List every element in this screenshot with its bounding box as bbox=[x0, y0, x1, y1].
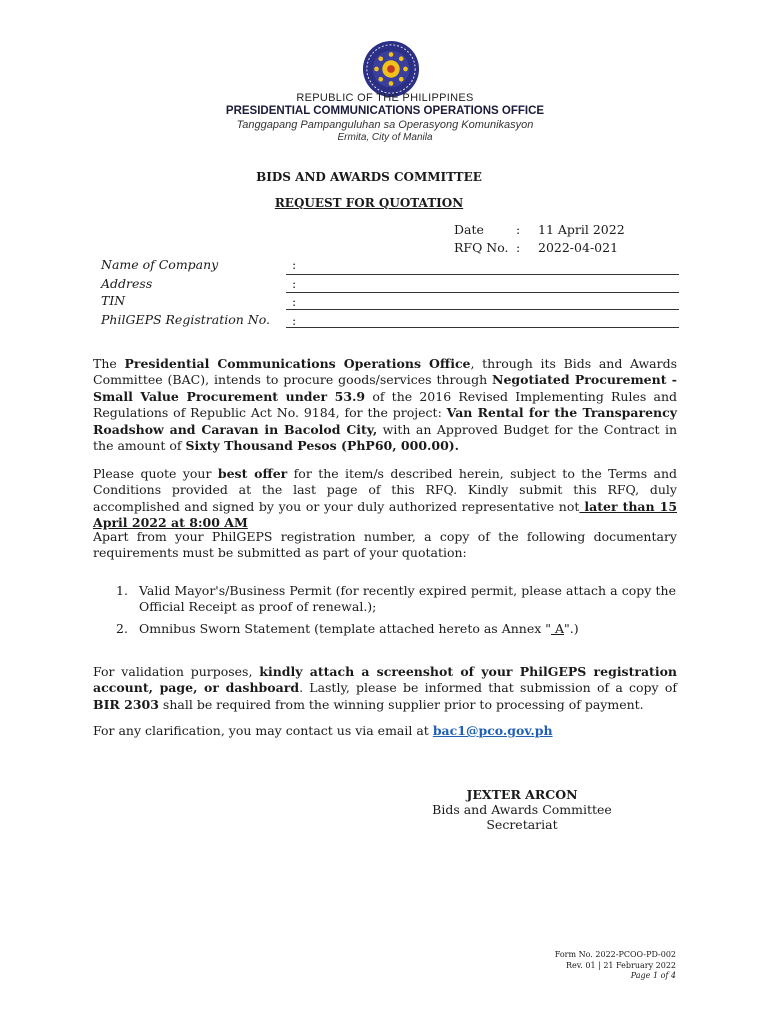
signer-position: Bids and Awards Committee Secretariat bbox=[432, 802, 612, 832]
list-item-text: Valid Mayor's/Business Permit (for recently expired permit, please attach a copy the Official Receipt as proof of renewal.); bbox=[139, 583, 676, 615]
annex-letter: A bbox=[551, 621, 565, 636]
p2-text-c: for the item/s described herein, subject to the Terms and Conditions provided at the last page of this RFQ. Kindly submit this RFQ, duly accomplished and signed by you or your duly authorized representative not bbox=[93, 466, 678, 514]
quote-instruction-paragraph bbox=[93, 466, 677, 532]
address-line[interactable] bbox=[286, 292, 679, 293]
p1-text-e: of the 2016 Revised Implementing Rules and Regulations of Republic Act No. 9184, for the project: bbox=[93, 388, 677, 421]
field-label-company: Name of Company bbox=[101, 257, 219, 272]
p2-later: later bbox=[579, 498, 618, 514]
p1-project-name: Van Rental for the Transparency Roadshow and Caravan in Bacolod City, bbox=[93, 405, 677, 437]
header-office-tagalog: Tanggapang Pampanguluhan sa Operasyong Komunikasyon bbox=[236, 119, 534, 131]
rfq-number-row bbox=[454, 240, 618, 255]
footer bbox=[470, 950, 676, 982]
requirements-intro-paragraph: Apart from your PhilGEPS registration number, a copy of the following documentary requirements must be submitted as part of your quotation: bbox=[93, 529, 677, 561]
field-separator-company: : bbox=[292, 257, 297, 272]
field-separator-philgeps: : bbox=[292, 313, 297, 328]
field-label-address: Address bbox=[101, 276, 153, 291]
p2-best-offer: best offer bbox=[217, 466, 288, 481]
p4-bir-form: BIR 2303 bbox=[93, 696, 159, 712]
date-value: 11 April 2022 bbox=[538, 222, 625, 237]
p4-text-a: For validation purposes, bbox=[93, 664, 260, 679]
date-row bbox=[454, 222, 625, 237]
p4-text-e: shall be required from the winning supplier prior to processing of payment. bbox=[158, 696, 644, 712]
header-office: PRESIDENTIAL COMMUNICATIONS OPERATIONS OFFICE bbox=[225, 105, 545, 117]
p1-procurement-mode: Negotiated Procurement - Small Value Procurement under 53.9 bbox=[93, 372, 677, 404]
field-separator-address: : bbox=[292, 276, 297, 291]
tin-line[interactable] bbox=[286, 309, 679, 310]
philgeps-line[interactable] bbox=[286, 327, 679, 328]
date-separator: : bbox=[516, 222, 521, 237]
rfq-number-separator: : bbox=[516, 240, 521, 255]
form-number: Form No. 2022-PCOO-PD-002 bbox=[554, 950, 676, 959]
p2-deadline: than 15 April 2022 at 8:00 AM bbox=[93, 498, 678, 531]
contact-paragraph bbox=[93, 723, 677, 739]
list-item bbox=[116, 583, 676, 616]
p4-screenshot-instruction: kindly attach a screenshot of your PhilGEPS registration account, page, or dashboard bbox=[93, 664, 678, 696]
email-link[interactable]: bac1@pco.gov.ph bbox=[432, 723, 553, 738]
p5-text-a: For any clarification, you may contact us via email at bbox=[93, 723, 433, 738]
field-label-tin: TIN bbox=[101, 293, 126, 308]
list-item-text-a: Omnibus Sworn Statement (template attached hereto as Annex " bbox=[139, 621, 551, 636]
p1-office-name: Presidential Communications Operations Office bbox=[124, 356, 471, 371]
p2-text-a: Please quote your bbox=[93, 466, 218, 481]
committee-heading: BIDS AND AWARDS COMMITTEE bbox=[256, 170, 482, 184]
p1-text-g: with an Approved Budget for the Contract in the amount of bbox=[93, 421, 678, 454]
revision: Rev. 01 | 21 February 2022 bbox=[565, 960, 676, 970]
field-separator-tin: : bbox=[292, 294, 297, 309]
validation-paragraph bbox=[93, 664, 677, 713]
p1-budget-amount: Sixty Thousand Pesos (PhP60, 000.00). bbox=[185, 438, 460, 454]
company-name-line[interactable] bbox=[286, 274, 679, 275]
list-item-text bbox=[139, 621, 676, 637]
list-item bbox=[116, 621, 676, 637]
signer-name: JEXTER ARCON bbox=[466, 787, 578, 802]
list-item-number: 1. bbox=[116, 583, 128, 598]
p4-text-c: . Lastly, please be informed that submission of a copy of bbox=[299, 680, 677, 696]
intro-paragraph bbox=[93, 356, 677, 454]
p1-text-a: The bbox=[93, 356, 125, 371]
list-item-text-c: ".) bbox=[564, 621, 579, 636]
page-number: Page 1 of 4 bbox=[630, 971, 676, 980]
document-title: REQUEST FOR QUOTATION bbox=[274, 196, 464, 210]
rfq-number-value: 2022-04-021 bbox=[538, 240, 619, 255]
pcoo-seal-icon bbox=[362, 40, 420, 98]
rfq-number-label: RFQ No. bbox=[454, 240, 509, 255]
field-label-philgeps: PhilGEPS Registration No. bbox=[101, 312, 270, 327]
p1-text-c: , through its Bids and Awards Committee (BAC), intends to procure goods/services through bbox=[93, 356, 677, 388]
header-location: Ermita, City of Manila bbox=[337, 132, 433, 143]
header-republic: REPUBLIC OF THE PHILIPPINES bbox=[296, 92, 474, 104]
signature-block bbox=[402, 787, 642, 832]
list-item-number: 2. bbox=[116, 621, 128, 636]
date-label: Date bbox=[454, 222, 484, 237]
